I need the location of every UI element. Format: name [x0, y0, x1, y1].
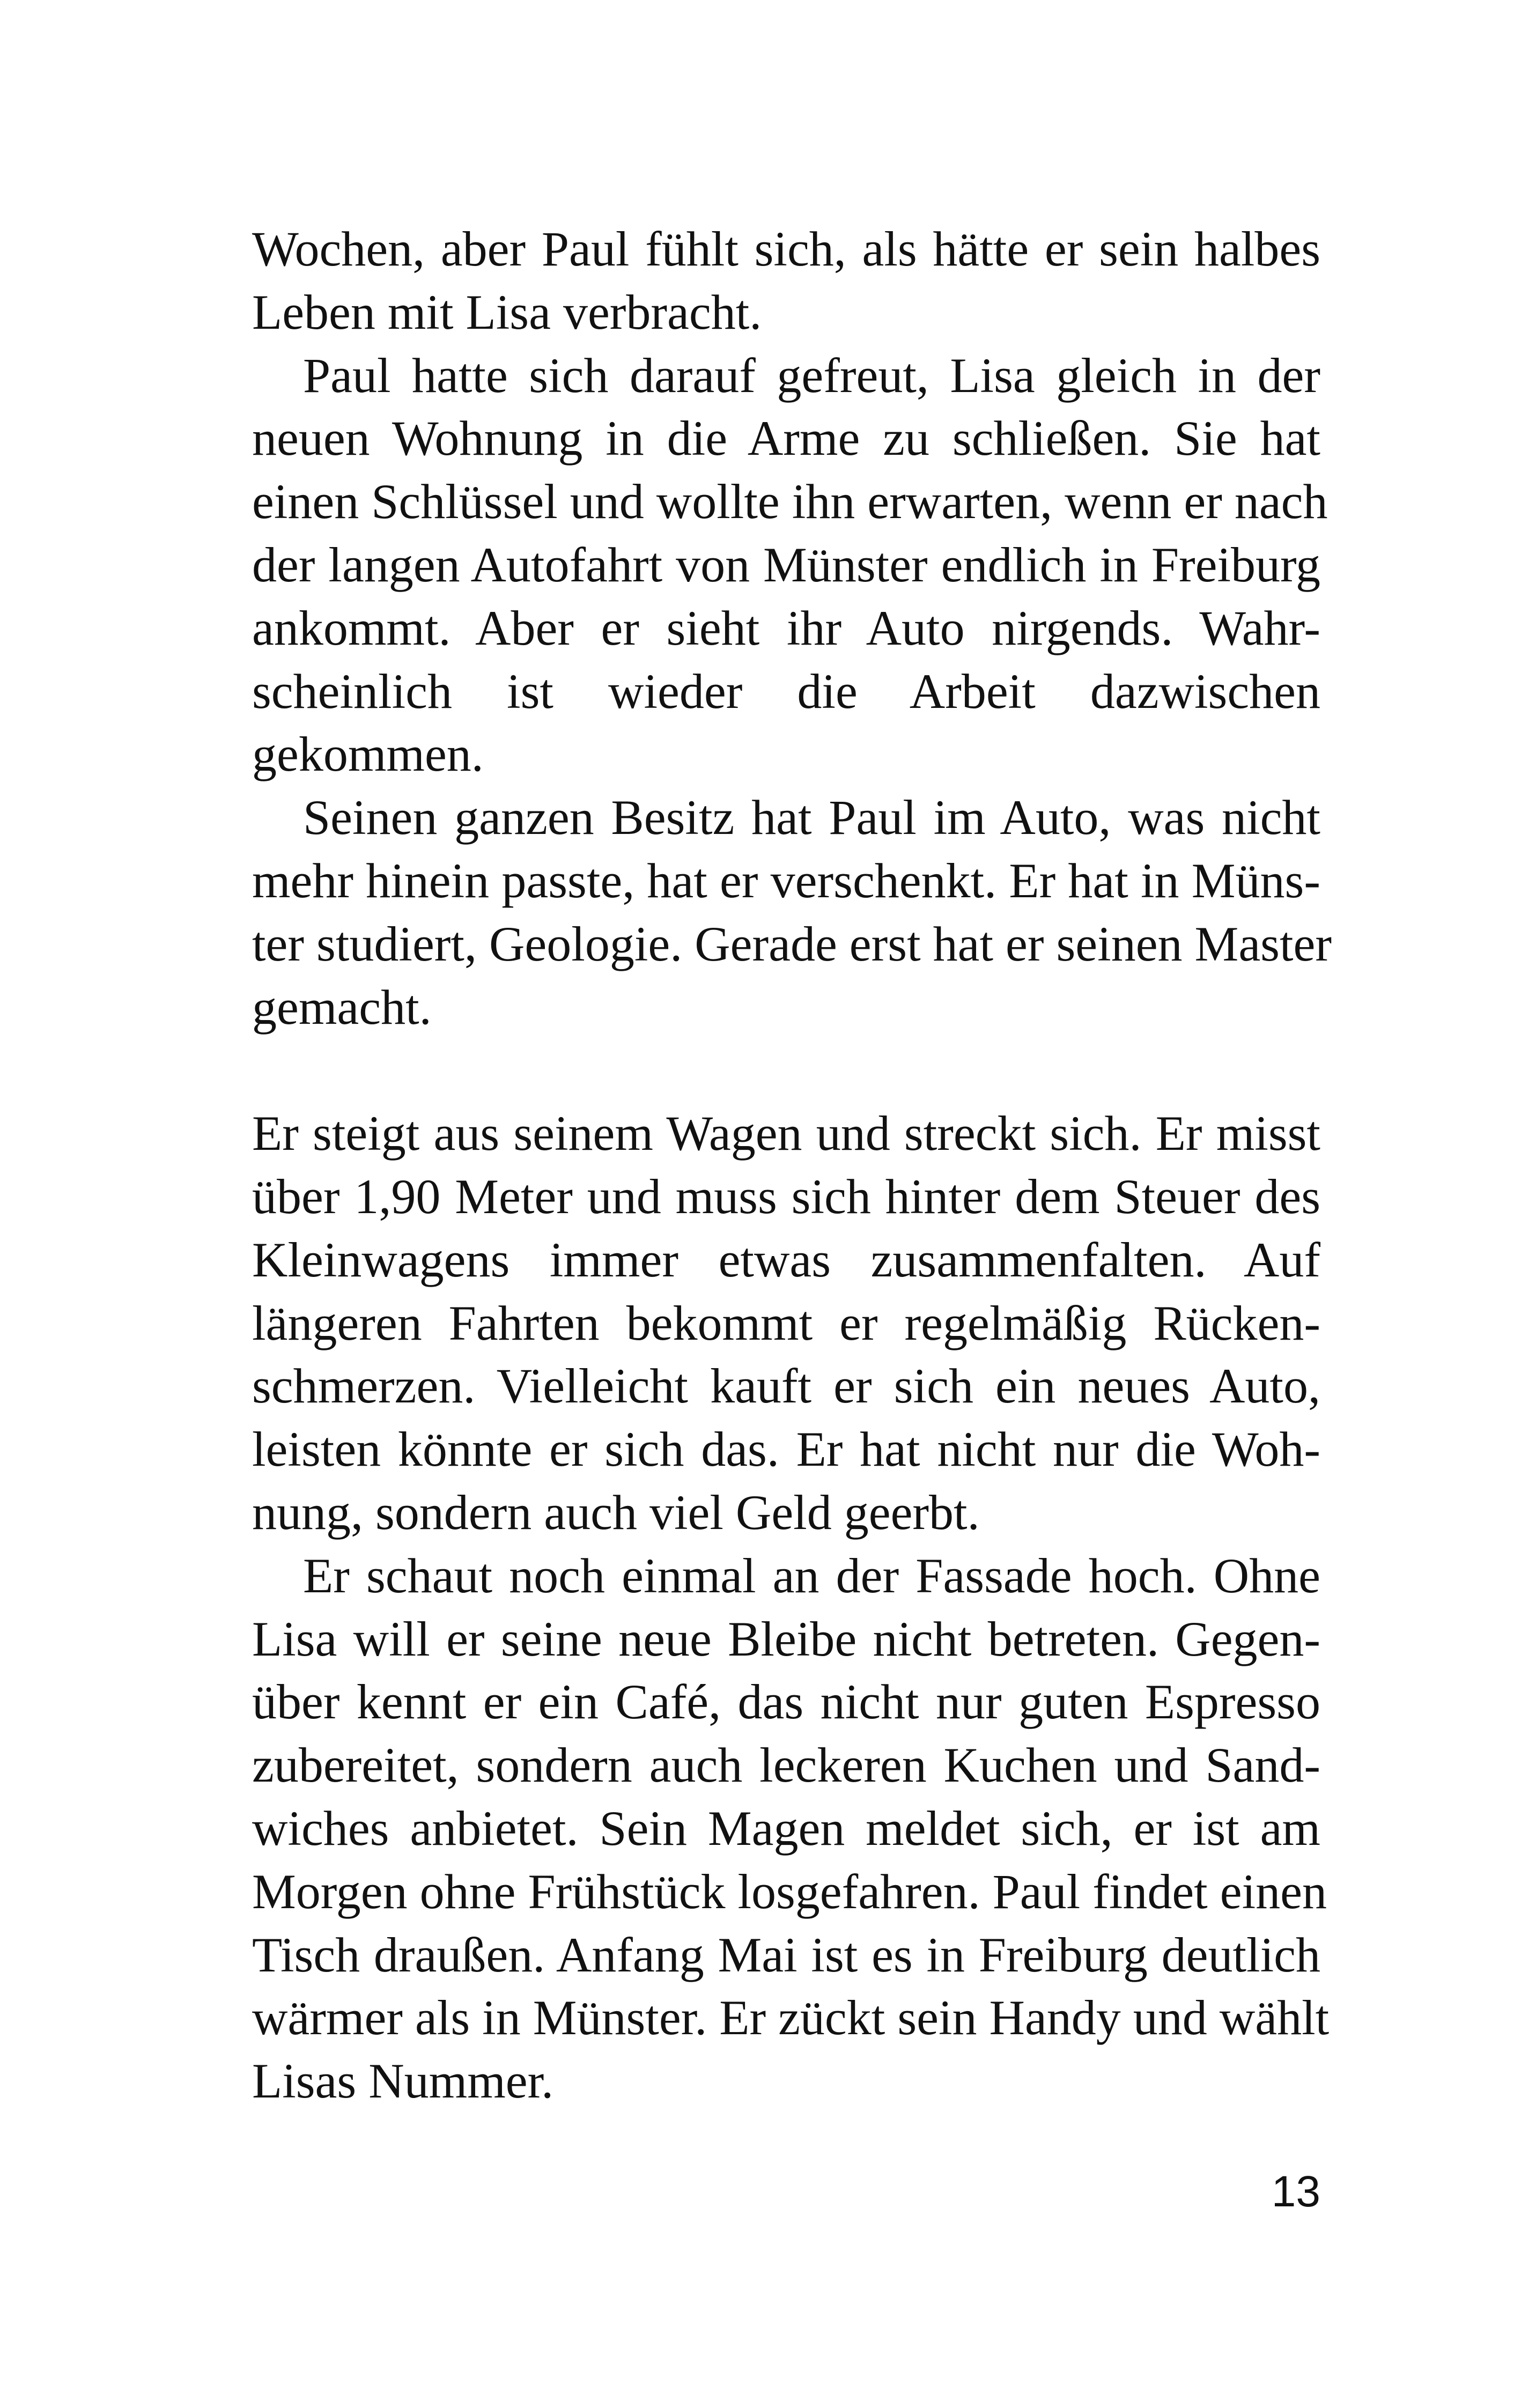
text-line: Tisch draußen. Anfang Mai ist es in Freiburg deutlich [252, 1927, 1320, 1982]
text-line: gekommen. [252, 727, 484, 782]
text-line: nung, sondern auch viel Geld geerbt. [252, 1484, 980, 1540]
text-line: längeren Fahrten bekommt er regelmäßig Rücken- [252, 1295, 1320, 1350]
text-line: Seinen ganzen Besitz hat Paul im Auto, was nicht [303, 790, 1320, 845]
paragraph [252, 1102, 1320, 1545]
text-line: scheinlich ist wieder die Arbeit dazwischen [252, 663, 1320, 719]
text-line: einen Schlüssel und wollte ihn erwarten, wenn er nach [252, 474, 1328, 529]
paragraph [252, 344, 1328, 787]
text-line: Morgen ohne Frühstück losgefahren. Paul findet einen [252, 1864, 1327, 1919]
text-line: Wochen, aber Paul fühlt sich, als hätte er sein halbes [252, 221, 1320, 276]
text-line: wiches anbietet. Sein Magen meldet sich, er ist am [252, 1800, 1320, 1856]
text-line: schmerzen. Vielleicht kauft er sich ein neues Auto, [252, 1358, 1320, 1414]
section-break [252, 1039, 1320, 1102]
text-line: neuen Wohnung in die Arme zu schließen. Sie hat [252, 411, 1320, 466]
text-line: leisten könnte er sich das. Er hat nicht nur die Woh- [252, 1422, 1320, 1477]
text-line: Lisa will er seine neue Bleibe nicht betreten. Gegen- [252, 1611, 1320, 1666]
text-line: Er schaut noch einmal an der Fassade hoch. Ohne [303, 1548, 1320, 1603]
text-line: über kennt er ein Café, das nicht nur guten Espresso [252, 1674, 1320, 1730]
text-line: ankommt. Aber er sieht ihr Auto nirgends. Wahr- [252, 600, 1320, 655]
paragraph [252, 786, 1332, 1039]
text-line: Paul hatte sich darauf gefreut, Lisa gleich in der [303, 348, 1320, 403]
body-text [252, 218, 1332, 2113]
text-line: zubereitet, sondern auch leckeren Kuchen und Sand- [252, 1738, 1320, 1793]
text-line: mehr hinein passte, hat er verschenkt. Er hat in Müns- [252, 853, 1320, 908]
text-line: wärmer als in Münster. Er zückt sein Handy und wählt [252, 1990, 1330, 2045]
text-line: Leben mit Lisa verbracht. [252, 284, 762, 339]
text-line: Lisas Nummer. [252, 2054, 554, 2109]
text-line: der langen Autofahrt von Münster endlich in Freiburg [252, 537, 1320, 592]
text-line: Kleinwagens immer etwas zusammenfalten. Auf [252, 1232, 1320, 1287]
text-line: ter studiert, Geologie. Gerade erst hat er seinen Master [252, 916, 1332, 971]
text-line: Er steigt aus seinem Wagen und streckt sich. Er misst [252, 1106, 1320, 1161]
text-line: gemacht. [252, 979, 432, 1035]
text-line: über 1,90 Meter und muss sich hinter dem Steuer des [252, 1169, 1320, 1224]
paragraph [252, 1545, 1330, 2113]
page-number: 13 [1271, 2167, 1320, 2216]
paragraph [252, 218, 1320, 344]
